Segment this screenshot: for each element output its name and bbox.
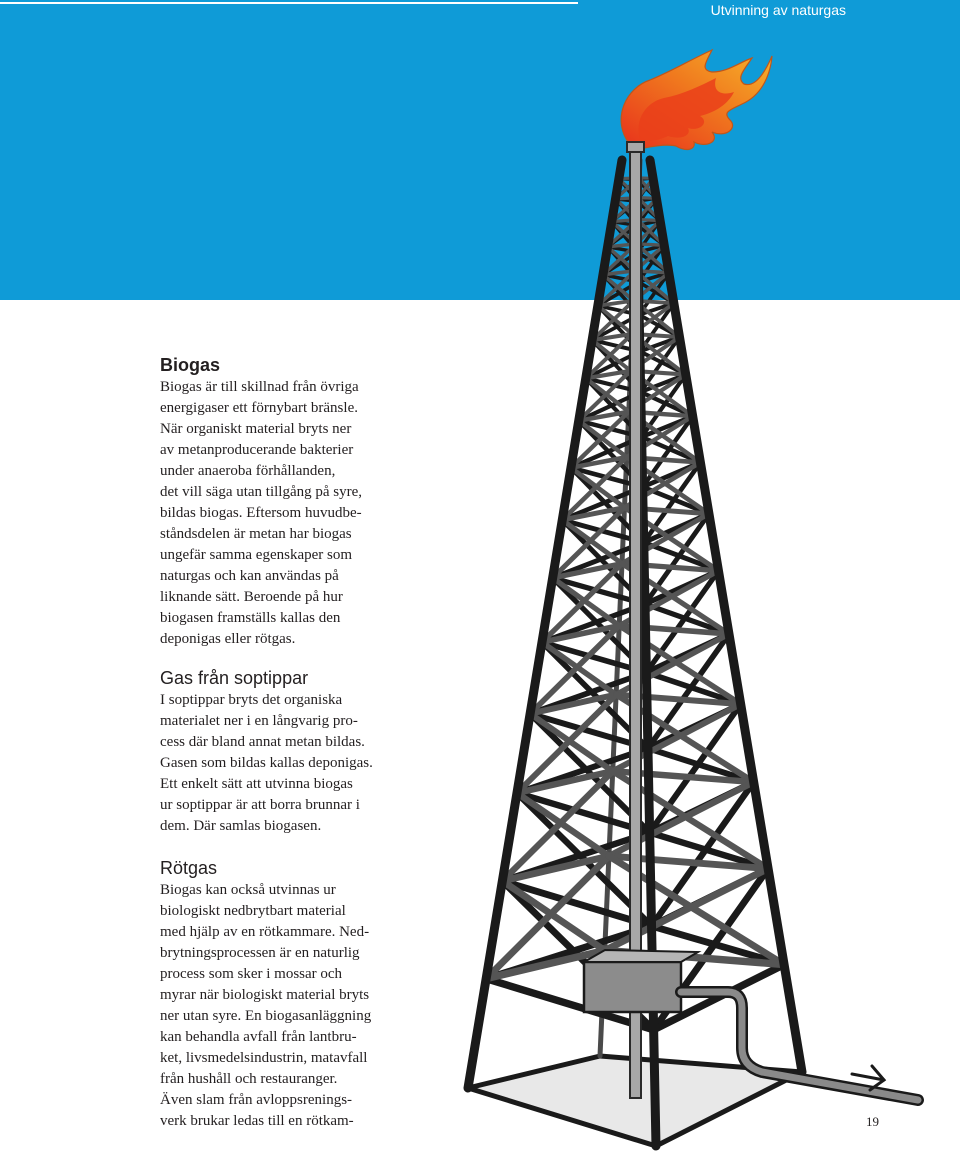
section-soptippar — [160, 667, 396, 837]
text-line: verk brukar ledas till en rötkam- — [160, 1113, 354, 1129]
text-line: process som sker i mossar och — [160, 966, 343, 982]
flame-icon — [621, 50, 772, 149]
text-line: under anaeroba förhållanden, — [160, 463, 336, 479]
text-line: materialet ner i en långvarig pro- — [160, 713, 358, 729]
section-body — [160, 377, 396, 650]
section-heading: Gas från soptippar — [160, 668, 309, 688]
text-line: energigaser ett förnybart bränsle. — [160, 400, 358, 416]
text-line: När organiskt material bryts ner — [160, 421, 352, 437]
section-body — [160, 690, 396, 837]
text-line: det vill säga utan tillgång på syre, — [160, 484, 363, 500]
section-heading: Rötgas — [160, 858, 218, 878]
running-head: Utvinning av naturgas — [710, 2, 846, 18]
text-line: I soptippar bryts det organiska — [160, 692, 343, 708]
text-line: av metanproducerande bakterier — [160, 442, 354, 458]
text-line: Biogas kan också utvinnas ur — [160, 882, 336, 898]
text-line: från hushåll och restauranger. — [160, 1071, 338, 1087]
text-line: ungefär samma egenskaper som — [160, 547, 353, 563]
text-line: myrar när biologiskt material bryts — [160, 987, 370, 1003]
valve-box — [584, 950, 698, 1012]
text-line: ståndsdelen är metan har biogas — [160, 526, 352, 542]
text-line: bildas biogas. Eftersom huvudbe- — [160, 505, 362, 521]
section-body — [160, 880, 396, 1132]
text-line: ket, livsmedelsindustrin, matavfall — [160, 1050, 368, 1066]
text-line: Biogas är till skillnad från övriga — [160, 379, 359, 395]
text-line: med hjälp av en rötkammare. Ned- — [160, 924, 370, 940]
text-line: brytningsprocessen är en naturlig — [160, 945, 360, 961]
text-line: Ett enkelt sätt att utvinna biogas — [160, 776, 353, 792]
text-line: dem. Där samlas biogasen. — [160, 818, 322, 834]
text-line: cess där bland annat metan bildas. — [160, 734, 365, 750]
text-line: ur soptippar är att borra brunnar i — [160, 797, 360, 813]
section-rotgas — [160, 857, 396, 1132]
text-line: ner utan syre. En biogasanläggning — [160, 1008, 372, 1024]
text-line: biologiskt nedbrytbart material — [160, 903, 346, 919]
text-line: naturgas och kan användas på — [160, 568, 339, 584]
text-line: Även slam från avloppsrenings- — [160, 1092, 353, 1108]
section-heading: Biogas — [160, 355, 221, 375]
section-biogas — [160, 354, 396, 650]
text-line: liknande sätt. Beroende på hur — [160, 589, 343, 605]
text-line: Gasen som bildas kallas deponigas. — [160, 755, 373, 771]
text-line: kan behandla avfall från lantbru- — [160, 1029, 357, 1045]
page-number: 19 — [866, 1114, 879, 1129]
text-line: deponigas eller rötgas. — [160, 631, 296, 647]
text-line: biogasen framställs kallas den — [160, 610, 341, 626]
